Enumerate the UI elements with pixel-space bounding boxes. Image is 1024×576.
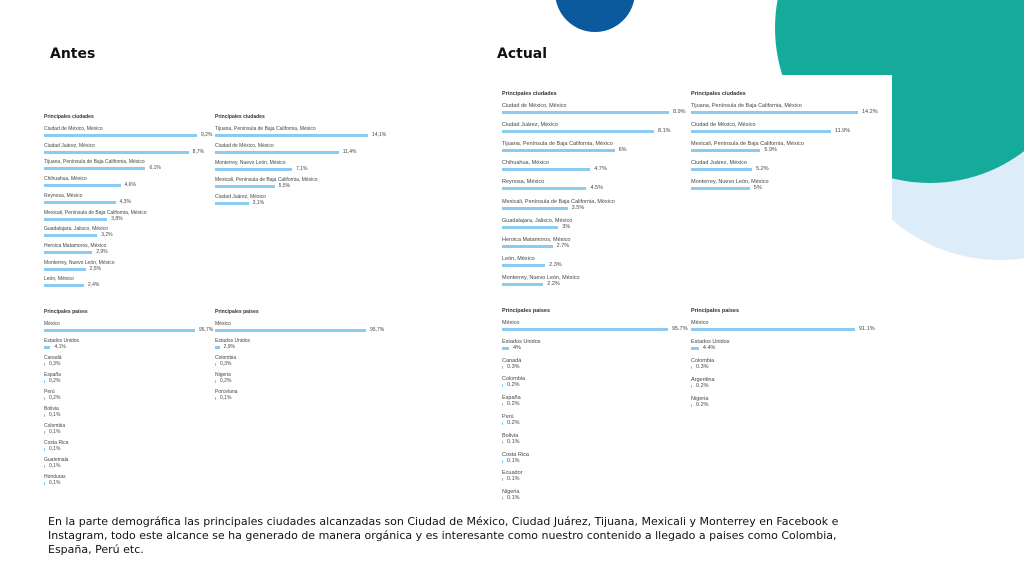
bar-value-label: 0.1% [507, 476, 520, 483]
bar [691, 366, 692, 369]
bar [215, 346, 220, 349]
bar [44, 329, 195, 332]
bar-row [215, 389, 390, 403]
bar [502, 168, 590, 171]
bar-label: Ciudad Juárez, México [502, 122, 558, 129]
bar-row [44, 159, 219, 173]
bar-label: Estados Unidos [215, 338, 251, 344]
bar-label: Canadá [502, 357, 522, 364]
bar-value-label: 0,2% [220, 378, 232, 384]
bar-row [502, 433, 692, 447]
bar-value-label: 4,6% [124, 182, 136, 189]
bar-label: Mexicali, Península de Baja California, México [215, 177, 318, 183]
bar-label: Colombia [215, 355, 237, 361]
bar-label: México [44, 321, 60, 327]
bar-value-label: 0,2% [49, 378, 61, 384]
bar-value-label: 4.4% [702, 345, 716, 351]
bar-value-label: 4% [512, 344, 521, 351]
bar-value-label: 0,1% [220, 395, 232, 401]
bar [691, 168, 752, 171]
bar-row [44, 338, 219, 352]
bar-label: Monterrey, Nuevo León, México [691, 179, 769, 185]
bar [44, 414, 45, 417]
bar [44, 151, 189, 154]
bar-row [44, 176, 219, 190]
bar-label: Colombia [502, 376, 526, 383]
bar-label: Heroica Matamoros, México [44, 242, 107, 249]
bar-label: Chihuahua, México [502, 160, 550, 167]
bar-value-label: 0,3% [49, 361, 61, 367]
bar-value-label: 2.2% [547, 280, 560, 287]
bar-value-label: 0,3% [220, 361, 232, 367]
bar-value-label: 11,4% [342, 149, 357, 155]
bar [691, 111, 858, 114]
chart-title: Principales ciudades [502, 91, 557, 97]
bar-label: Ciudad de México, México [215, 143, 274, 149]
navy-circle [555, 0, 635, 32]
bar-label: Ciudad de México, México [502, 103, 567, 109]
bar-value-label: 4,1% [54, 344, 66, 350]
bar [502, 478, 503, 481]
bar-label: Ciudad Juárez, México [691, 160, 747, 166]
bar-row [502, 275, 692, 289]
bar-label: Colombia [44, 423, 66, 429]
bar-label: Bolivia [502, 432, 519, 439]
bar [691, 149, 760, 152]
bar-row [502, 179, 692, 193]
bar-row [502, 395, 692, 409]
bar-row [215, 321, 390, 335]
bar [502, 347, 509, 350]
bar-label: Reynosa, México [44, 192, 83, 199]
chart-title: Principales países [44, 309, 88, 315]
heading-before: Antes [50, 46, 96, 62]
bar-value-label: 3% [562, 223, 571, 230]
bar-row [502, 339, 692, 353]
bar-label: Costa Rica [502, 451, 529, 458]
bar-value-label: 5% [753, 185, 762, 191]
chart-title: Principales ciudades [691, 91, 746, 97]
bar-label: México [215, 321, 231, 327]
bar [44, 363, 45, 366]
bar-row [502, 103, 692, 117]
bar [44, 268, 86, 271]
chart-title: Principales países [215, 309, 259, 315]
bar-row [44, 440, 219, 454]
bar [502, 422, 503, 425]
bar-label: Honduras [44, 474, 66, 480]
bar-row [691, 377, 881, 391]
bar [502, 366, 503, 369]
bar [502, 403, 503, 406]
bar [44, 448, 45, 451]
bar-row [502, 358, 692, 372]
bar-row [691, 358, 881, 372]
bar-label: Perú [44, 389, 55, 395]
bar [502, 264, 545, 267]
bar-row [44, 406, 219, 420]
bar-label: Nigeria [691, 396, 709, 402]
bar [44, 380, 45, 383]
bar-value-label: 11.9% [834, 128, 851, 134]
bar-row [44, 355, 219, 369]
bar-row [502, 376, 692, 390]
bar-row [44, 457, 219, 471]
bar-row [44, 260, 219, 274]
bar [502, 245, 553, 248]
bar-value-label: 0,1% [49, 480, 61, 486]
bar-label: Estados Unidos [44, 338, 80, 344]
bar [44, 251, 92, 254]
bar-row [691, 122, 881, 136]
bar-row [44, 126, 219, 140]
bar [691, 385, 692, 388]
bar-label: Mexicali, Península de Baja California, México [691, 141, 804, 147]
bar-value-label: 4,3% [119, 198, 131, 205]
bar [502, 187, 586, 190]
bar-row [502, 122, 692, 136]
bar-value-label: 0.1% [507, 438, 520, 445]
bar-row [215, 194, 390, 208]
bar-value-label: 3,2% [101, 232, 113, 239]
bar-row [215, 160, 390, 174]
bar-value-label: 2,5% [89, 265, 101, 272]
bar-label: Porcelana [215, 389, 238, 395]
bar-value-label: 6,1% [149, 165, 161, 172]
bar-row [502, 470, 692, 484]
bar-value-label: 2,9% [223, 344, 235, 350]
bar-row [691, 141, 881, 155]
bar-value-label: 4.7% [594, 166, 607, 173]
bar-label: Estados Unidos [502, 338, 541, 345]
bar-label: España [44, 372, 61, 378]
bar [44, 284, 84, 287]
bar-value-label: 0.2% [507, 382, 520, 389]
bar-label: León, México [502, 255, 535, 262]
bar-label: Mexicali, Península de Baja California, México [502, 198, 615, 205]
bar-label: Tijuana, Península de Baja California, México [691, 103, 802, 109]
bar-row [44, 243, 219, 257]
bar-row [502, 489, 692, 503]
bar-row [502, 452, 692, 466]
bar-row [215, 338, 390, 352]
bar-label: Ciudad de México, México [44, 126, 103, 132]
bar [502, 497, 503, 500]
bar [215, 202, 249, 205]
bar [215, 168, 292, 171]
bar-label: Heroica Matamoros, México [502, 236, 571, 243]
bar [44, 134, 197, 137]
bar-row [691, 396, 881, 410]
bar-label: León, México [44, 276, 74, 283]
bar [502, 384, 503, 387]
bar-row [44, 226, 219, 240]
bar-label: Tijuana, Península de Baja California, México [502, 141, 613, 148]
bar [691, 404, 692, 407]
bar [44, 397, 45, 400]
bar-label: Mexicali, Península de Baja California, México [44, 209, 147, 216]
bar [44, 184, 121, 187]
bar-value-label: 14.2% [862, 109, 878, 115]
bar-value-label: 91.1% [859, 326, 875, 332]
bar-label: Ciudad de México, México [691, 122, 756, 128]
bar-label: Reynosa, México [502, 179, 545, 186]
bar-value-label: 2.3% [549, 261, 562, 268]
bar-value-label: 0.1% [507, 457, 520, 464]
bar-label: Colombia [691, 358, 715, 364]
bar-row [44, 193, 219, 207]
bar-value-label: 0.2% [507, 420, 520, 426]
bar-value-label: 3,1% [252, 200, 265, 206]
bar-row [215, 372, 390, 386]
bar-row [502, 414, 692, 428]
bar-row [44, 321, 219, 335]
bar [502, 207, 568, 210]
bar [215, 134, 368, 137]
bar-row [44, 474, 219, 488]
bar-label: México [502, 320, 520, 326]
bar-row [44, 276, 219, 290]
bar [215, 185, 275, 188]
bar-value-label: 0,1% [49, 429, 61, 435]
bar-label: Canadá [44, 355, 62, 361]
bar [502, 283, 543, 286]
bar [502, 111, 669, 114]
bar-value-label: 0,1% [49, 446, 61, 452]
bar [44, 431, 45, 434]
bar-label: Tijuana, Península de Baja California, México [44, 159, 145, 166]
bar-value-label: 9,2% [201, 132, 213, 138]
bar [215, 380, 216, 383]
bar-label: Ciudad Juárez, México [215, 194, 266, 200]
bar-value-label: 7,1% [296, 166, 308, 172]
chart-title: Principales países [502, 308, 550, 314]
bar [502, 460, 503, 463]
bar-value-label: 8.1% [657, 128, 671, 135]
bar-value-label: 14,1% [372, 132, 387, 138]
bar-label: Costa Rica [44, 440, 69, 446]
chart-title: Principales ciudades [44, 114, 94, 120]
bar-row [502, 256, 692, 270]
caption-text: En la parte demográfica las principales ciudades alcanzadas son Ciudad de México, Ciudad Juárez, Tijuana, Mexicali y Monterrey en Facebook e Instagram, todo este alcance se ha generado de manera orgánica y es interesante como nuestro contenido a llegado a paises como Colombia, España, Perú etc. [48, 515, 839, 556]
bar [44, 201, 116, 204]
bar-row [502, 141, 692, 155]
bar [215, 397, 216, 400]
bar-value-label: 2,9% [96, 248, 108, 255]
bar-label: Perú [502, 414, 514, 420]
bar-value-label: 8,7% [192, 148, 205, 155]
bar [502, 226, 558, 229]
bar [691, 328, 855, 331]
bar-row [502, 320, 692, 334]
bar [502, 130, 654, 133]
bar-label: Monterrey, Nuevo León, México [502, 274, 580, 281]
bar-value-label: 0.2% [696, 383, 709, 389]
bar-row [691, 179, 881, 193]
bar-value-label: 2,4% [87, 282, 100, 289]
bar-value-label: 95.7% [672, 326, 688, 332]
bar-label: Argentina [691, 377, 715, 383]
bar-value-label: 5.9% [764, 147, 777, 153]
bar-row [44, 423, 219, 437]
bar [215, 151, 339, 154]
bar-row [215, 126, 390, 140]
bar-row [691, 320, 881, 334]
bar-value-label: 95,7% [199, 327, 214, 333]
bar-label: Nigeria [502, 489, 520, 496]
bar-row [44, 372, 219, 386]
chart-title: Principales ciudades [215, 114, 265, 120]
bar-label: Estados Unidos [691, 339, 730, 345]
bar-value-label: 6% [618, 147, 627, 154]
bar-label: Guadalajara, Jalisco, México [502, 217, 573, 224]
bar-row [215, 355, 390, 369]
bar-label: Ciudad Juárez, México [44, 142, 95, 149]
bar-value-label: 3,8% [111, 215, 123, 222]
bar-value-label: 0,1% [49, 412, 61, 418]
bar [215, 363, 216, 366]
bar [502, 149, 615, 152]
bar-label: Chihuahua, México [44, 176, 87, 183]
bar-value-label: 0.1% [507, 495, 520, 502]
bar [44, 465, 45, 468]
bar-row [691, 160, 881, 174]
bar-label: Tijuana, Península de Baja California, México [215, 126, 316, 132]
bar-row [691, 103, 881, 117]
bar-row [215, 143, 390, 157]
bar-row [502, 160, 692, 174]
bar [44, 346, 50, 349]
heading-current: Actual [497, 46, 548, 62]
bar-value-label: 3.5% [571, 204, 585, 211]
bar-value-label: 5,5% [278, 183, 291, 189]
bar-value-label: 0.2% [507, 401, 520, 408]
bar-label: Ecuador [502, 470, 523, 477]
bar [502, 328, 668, 331]
bar [691, 130, 831, 133]
bar-value-label: 0.3% [507, 363, 520, 370]
bar [44, 167, 145, 170]
bar-label: Monterrey, Nuevo León, México [44, 259, 115, 266]
bar-value-label: 0,2% [49, 395, 61, 401]
bar [44, 234, 97, 237]
bar-row [44, 210, 219, 224]
bar-value-label: 0.3% [696, 364, 709, 370]
bar [502, 441, 503, 444]
bar-value-label: 5.2% [756, 166, 769, 172]
bar-row [44, 389, 219, 403]
bar-row [502, 199, 692, 213]
bar [691, 187, 750, 190]
bar-label: Guadalajara, Jalisco, México [44, 226, 108, 233]
bar-row [502, 218, 692, 232]
bar-value-label: 0.2% [696, 402, 709, 408]
bar-value-label: 8.9% [673, 109, 686, 115]
bar-label: España [502, 395, 521, 402]
bar-row [691, 339, 881, 353]
bar-label: Bolivia [44, 406, 59, 412]
bar-row [215, 177, 390, 191]
bar-label: Guatemala [44, 457, 69, 463]
bar-value-label: 2.7% [556, 242, 570, 249]
bar-label: Nigeria [215, 372, 231, 378]
bar [215, 329, 366, 332]
bar-row [502, 237, 692, 251]
bar [44, 218, 107, 221]
bar-label: Monterrey, Nuevo León, México [215, 160, 286, 166]
bar-label: México [691, 320, 709, 326]
bar [691, 347, 699, 350]
bar-row [44, 143, 219, 157]
bar [44, 482, 45, 485]
bar-value-label: 0,1% [49, 463, 61, 469]
bar-value-label: 95,7% [370, 327, 385, 333]
bar-value-label: 4.5% [590, 185, 603, 192]
chart-title: Principales países [691, 308, 739, 314]
